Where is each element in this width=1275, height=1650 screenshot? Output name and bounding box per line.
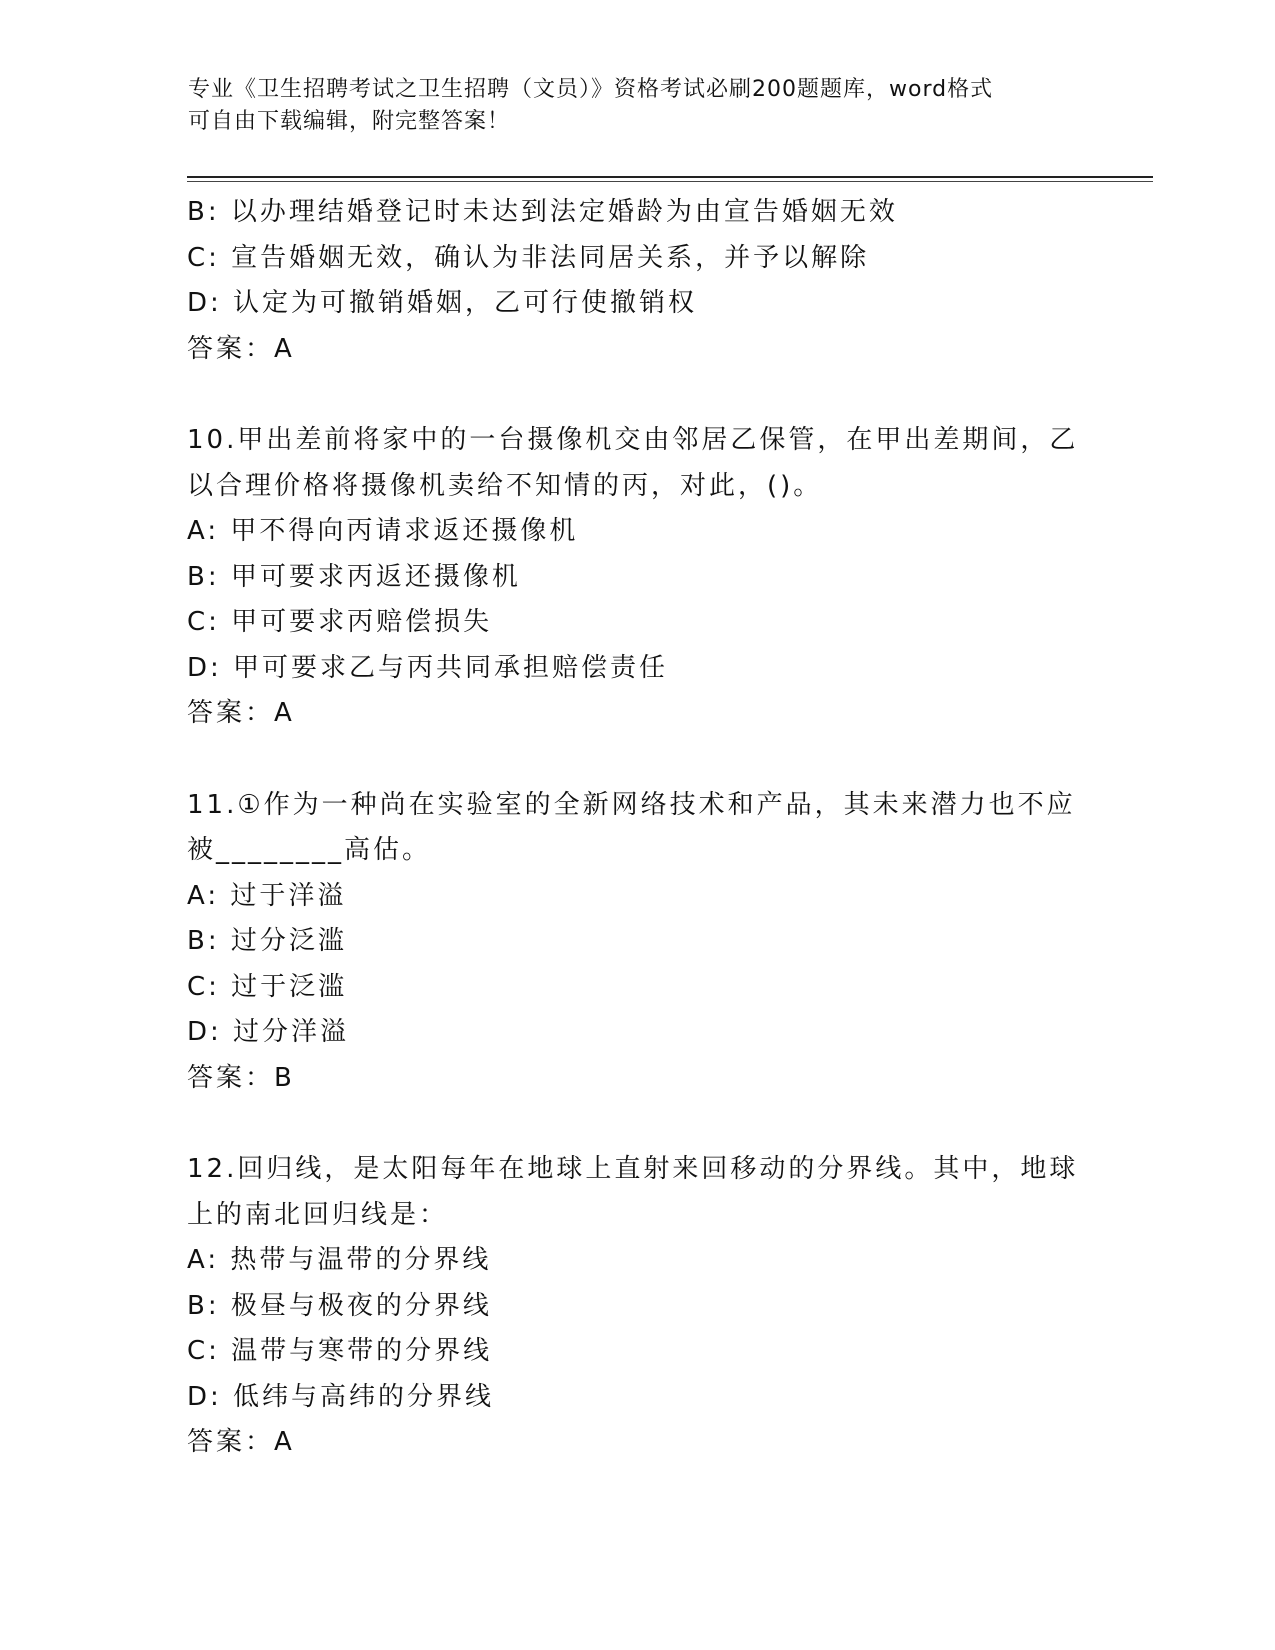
question-text-line-1: 10.甲出差前将家中的一台摄像机交由邻居乙保管，在甲出差期间，乙 (187, 425, 1079, 455)
question-block-11 (187, 783, 1087, 1102)
option-b: B: 过分泛滥 (187, 926, 347, 956)
option-a: A: 甲不得向丙请求返还摄像机 (187, 516, 579, 546)
header-rule-thick (187, 176, 1153, 178)
option-c: C: 过于泛滥 (187, 971, 348, 1002)
option-b: B: 以办理结婚登记时未达到法定婚龄为由宣告婚姻无效 (187, 197, 898, 227)
option-d: D: 甲可要求乙与丙共同承担赔偿责任 (187, 652, 669, 683)
question-text-line-2: 上的南北回归线是： (187, 1199, 449, 1230)
question-text-line-1: 12.回归线，是太阳每年在地球上直射来回移动的分界线。其中，地球 (187, 1154, 1079, 1184)
question-text-line-2: 被________高估。 (187, 835, 432, 865)
question-list (187, 190, 1087, 1512)
option-d: D: 过分洋溢 (187, 1017, 350, 1047)
question-block-10 (187, 418, 1087, 737)
header-line-1: 专业《卫生招聘考试之卫生招聘（文员）》资格考试必刷200题题库，word格式 (188, 77, 994, 102)
header-line-2: 可自由下载编辑，附完整答案！ (188, 109, 511, 134)
answer-line: 答案：A (187, 698, 295, 728)
option-d: D: 认定为可撤销婚姻，乙可行使撤销权 (187, 288, 698, 318)
option-b: B: 极昼与极夜的分界线 (187, 1290, 492, 1321)
answer-line: 答案：A (187, 1427, 295, 1457)
header-rule-thin (187, 181, 1153, 182)
option-c: C: 甲可要求丙赔偿损失 (187, 607, 493, 637)
option-c: C: 温带与寒带的分界线 (187, 1336, 493, 1366)
document-header (188, 74, 1068, 138)
question-text-line-1: 11.①作为一种尚在实验室的全新网络技术和产品，其未来潜力也不应 (187, 789, 1076, 820)
question-text-line-2: 以合理价格将摄像机卖给不知情的丙，对此，()。 (187, 470, 823, 501)
option-b: B: 甲可要求丙返还摄像机 (187, 561, 521, 592)
question-block-12 (187, 1147, 1087, 1466)
option-a: A: 过于洋溢 (187, 880, 347, 911)
question-block-9 (187, 190, 1087, 372)
answer-line: 答案：A (187, 333, 295, 364)
answer-line: 答案：B (187, 1062, 295, 1093)
option-d: D: 低纬与高纬的分界线 (187, 1381, 495, 1412)
option-a: A: 热带与温带的分界线 (187, 1245, 492, 1275)
option-c: C: 宣告婚姻无效，确认为非法同居关系，并予以解除 (187, 242, 870, 273)
